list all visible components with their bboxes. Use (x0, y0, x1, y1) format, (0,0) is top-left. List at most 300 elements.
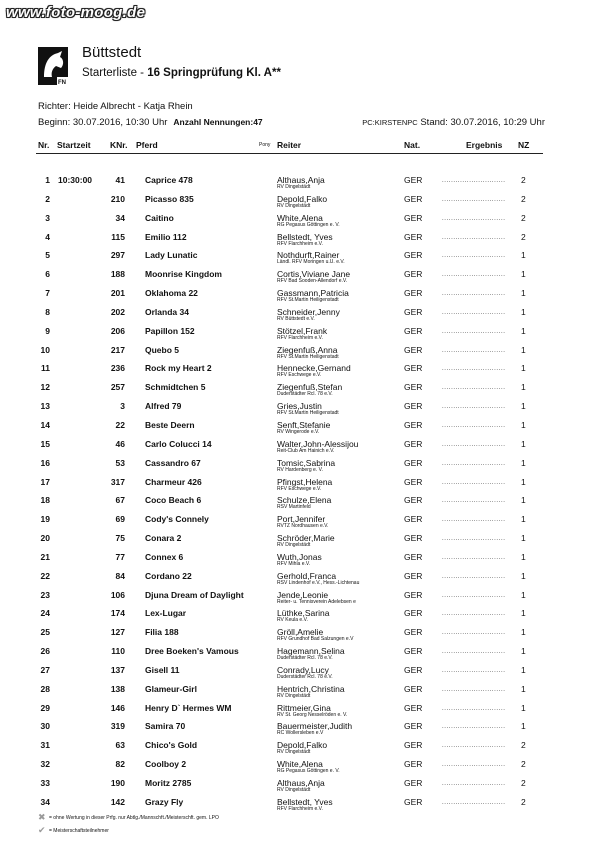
head-number: 3 (120, 401, 125, 412)
row-number: 28 (40, 683, 50, 694)
title-prefix: Starterliste - (82, 67, 148, 79)
rider-name: Hentrich,Christina (277, 683, 345, 694)
horse-name: Caprice 478 (145, 175, 193, 185)
row-number: 4 (45, 231, 50, 242)
nation: GER (404, 721, 423, 732)
result-placeholder: ............................ (442, 724, 506, 731)
club-name: RV Wingerode e.V. (277, 428, 320, 435)
row-number: 26 (40, 646, 50, 657)
result-placeholder: ............................ (442, 291, 506, 298)
club-name: RV Dingelstädt (277, 202, 311, 209)
cross-icon: ✖ (38, 812, 46, 822)
entries-count: Anzahl Nennungen:47 (173, 117, 263, 127)
nz-value: 1 (521, 608, 526, 619)
nation: GER (404, 495, 423, 506)
rider-name: Althaus,Anja (277, 175, 325, 185)
rider-name: Hagemann,Selina (277, 646, 345, 657)
nation: GER (404, 570, 423, 581)
head-number: 201 (110, 288, 125, 299)
table-row (0, 643, 597, 662)
club-name: RV Dingelstädt (277, 787, 311, 793)
table-row (0, 323, 597, 342)
nation: GER (404, 363, 423, 374)
row-number: 12 (40, 382, 50, 393)
result-placeholder: ............................ (442, 460, 506, 467)
head-number: 190 (110, 778, 125, 788)
table-row (0, 172, 597, 191)
row-number: 29 (40, 702, 50, 713)
horse-name: Caitino (145, 212, 174, 223)
rider-name: Tomsic,Sabrina (277, 457, 336, 468)
rider-name: Althaus,Anja (277, 778, 325, 788)
row-number: 27 (40, 664, 50, 675)
row-number: 30 (40, 721, 50, 732)
head-number: 317 (110, 476, 125, 487)
row-number: 13 (40, 401, 50, 412)
horse-name: Oklahoma 22 (145, 288, 198, 299)
horse-name: Coco Beach 6 (145, 495, 202, 506)
table-row (0, 775, 597, 794)
venue-name: Büttstedt (82, 44, 142, 61)
nation: GER (404, 740, 423, 751)
horse-name: Lex-Lugar (145, 608, 187, 619)
horse-name: Samira 70 (145, 721, 186, 732)
horse-name: Dree Boeken's Vamous (145, 646, 239, 657)
horse-name: Charmeur 426 (145, 476, 202, 487)
horse-name: Alfred 79 (145, 401, 182, 412)
rider-name: Gries,Justin (277, 401, 322, 412)
result-placeholder: ............................ (442, 366, 506, 373)
rider-name: Port,Jennifer (277, 514, 326, 525)
nz-value: 1 (521, 288, 526, 299)
row-number: 16 (40, 457, 50, 468)
club-name: RV Hardenberg e. V. (277, 466, 323, 473)
nation: GER (404, 589, 423, 600)
club-name: RG Pegasus Göttingen e. V. (277, 768, 340, 775)
result-placeholder: ............................ (442, 536, 506, 543)
table-row (0, 624, 597, 643)
rider-name: Hennecke,Gernand (277, 363, 351, 374)
col-header-pony: Pony (259, 142, 271, 148)
club-name: Duderstädter Rcl. 78 e.V. (277, 391, 333, 398)
club-name: RSV Martinfeld (277, 504, 311, 511)
horse-name: Quebo 5 (145, 344, 180, 355)
head-number: 188 (110, 269, 125, 280)
nz-value: 2 (521, 759, 526, 770)
club-name: RSV Lindenhof e.V., Hess.-Lichtenau (277, 579, 360, 586)
table-row (0, 342, 597, 361)
club-name: RFV St.Martin Heiligenstadt (277, 410, 339, 417)
club-name: RVTZ Nordhausen e.V. (277, 523, 329, 530)
nz-value: 1 (521, 419, 526, 430)
rider-name: Schneider,Jenny (277, 306, 340, 317)
club-name: RFV St.Martin Heiligenstadt (277, 353, 339, 360)
rider-name: Stötzel,Frank (277, 325, 328, 336)
result-placeholder: ............................ (442, 234, 506, 241)
row-number: 20 (40, 533, 50, 544)
stand-time: Stand: 30.07.2016, 10:29 Uhr (420, 117, 545, 128)
rider-name: Senft,Stefanie (277, 419, 331, 430)
rider-name: Gassmann,Patricia (277, 288, 349, 299)
col-header-nr: Nr. (38, 140, 50, 150)
horse-name: Cassandro 67 (145, 457, 201, 468)
head-number: 319 (110, 721, 125, 732)
nz-value: 2 (521, 175, 526, 185)
row-number: 17 (40, 476, 50, 487)
col-header-startzeit: Startzeit (57, 140, 91, 150)
nation: GER (404, 212, 423, 223)
rider-name: Depold,Falko (277, 193, 328, 204)
legend-item (38, 812, 219, 823)
table-row (0, 511, 597, 530)
start-time: 10:30:00 (58, 175, 93, 185)
table-row (0, 605, 597, 624)
nz-value: 1 (521, 344, 526, 355)
club-name: RFV St.Martin Heiligenstadt (277, 297, 339, 304)
nz-value: 2 (521, 740, 526, 751)
nation: GER (404, 175, 423, 185)
nation: GER (404, 325, 423, 336)
nation: GER (404, 250, 423, 261)
horse-name: Moritz 2785 (145, 778, 192, 788)
head-number: 257 (110, 382, 125, 393)
table-row (0, 455, 597, 474)
nation: GER (404, 759, 423, 770)
rider-name: White,Alena (277, 759, 323, 770)
table-row (0, 530, 597, 549)
horse-name: Henry D` Hermes WM (145, 702, 232, 713)
header-divider (36, 153, 543, 154)
rider-name: Gerhold,Franca (277, 570, 337, 581)
nz-value: 1 (521, 457, 526, 468)
result-placeholder: ............................ (442, 253, 506, 260)
result-placeholder: ............................ (442, 422, 506, 429)
nz-value: 1 (521, 325, 526, 336)
begin-line (38, 117, 263, 128)
horse-name: Filia 188 (145, 627, 179, 638)
horse-name: Coolboy 2 (145, 759, 187, 770)
nation: GER (404, 457, 423, 468)
nation: GER (404, 533, 423, 544)
club-name: RV Dingelstädt (277, 749, 311, 756)
nz-value: 1 (521, 269, 526, 280)
club-name: RV St. Georg Nesselröden e. V. (277, 711, 348, 718)
rider-name: White,Alena (277, 212, 323, 223)
head-number: 137 (110, 664, 125, 675)
table-row (0, 191, 597, 210)
table-row (0, 474, 597, 493)
table-row (0, 794, 597, 813)
club-name: RFV Eschwege e.V. (277, 372, 322, 379)
head-number: 146 (110, 702, 125, 713)
nz-value: 1 (521, 627, 526, 638)
nz-value: 1 (521, 702, 526, 713)
rider-name: Lüthke,Sarina (277, 608, 330, 619)
row-number: 1 (45, 175, 50, 185)
club-name: RV Dingelstädt (277, 542, 311, 549)
head-number: 174 (110, 608, 125, 619)
result-placeholder: ............................ (442, 385, 506, 392)
head-number: 82 (115, 759, 125, 770)
head-number: 297 (110, 250, 125, 261)
table-row (0, 266, 597, 285)
nz-value: 1 (521, 551, 526, 562)
table-row (0, 492, 597, 511)
club-name: Duderstädter Rcl. 78 e.V. (277, 673, 333, 680)
head-number: 142 (110, 796, 125, 807)
head-number: 77 (115, 551, 125, 562)
horse-name: Conara 2 (145, 533, 182, 544)
row-number: 7 (45, 288, 50, 299)
head-number: 63 (115, 740, 125, 751)
legend-text: = ohne Wertung in dieser Prfg. nur Abtlg./Mannschft./Meisterschft. gem. LPO (49, 814, 219, 821)
head-number: 75 (115, 533, 125, 544)
head-number: 106 (110, 589, 125, 600)
club-name: Ländl. RFV Moringen u.U. e.V. (277, 259, 345, 266)
head-number: 206 (110, 325, 125, 336)
table-row (0, 360, 597, 379)
head-number: 115 (111, 231, 125, 242)
result-placeholder: ............................ (442, 498, 506, 505)
table-row (0, 229, 597, 248)
nation: GER (404, 476, 423, 487)
club-name: Reiter- u. Tennisverein Adelebsen e (277, 598, 356, 605)
horse-name: Schmidtchen 5 (145, 382, 206, 393)
table-row (0, 662, 597, 681)
nation: GER (404, 796, 423, 807)
rider-name: Bellstedt, Yves (277, 796, 333, 807)
rider-name: Ziegenfuß,Stefan (277, 382, 343, 393)
nation: GER (404, 778, 423, 788)
nz-value: 2 (521, 778, 526, 788)
row-number: 3 (45, 212, 50, 223)
nz-value: 1 (521, 363, 526, 374)
head-number: 41 (115, 175, 125, 185)
result-placeholder: ............................ (442, 743, 506, 750)
row-number: 14 (40, 419, 50, 430)
rider-name: Schröder,Marie (277, 533, 335, 544)
nation: GER (404, 401, 423, 412)
head-number: 69 (115, 514, 125, 525)
head-number: 22 (115, 419, 125, 430)
row-number: 22 (40, 570, 50, 581)
head-number: 84 (115, 570, 125, 581)
table-row (0, 285, 597, 304)
horse-name: Rock my Heart 2 (145, 363, 212, 374)
table-row (0, 756, 597, 775)
table-row (0, 681, 597, 700)
head-number: 46 (115, 438, 125, 449)
nz-value: 1 (521, 664, 526, 675)
fn-logo-icon (38, 47, 68, 85)
result-placeholder: ............................ (442, 667, 506, 674)
club-name: Reit-Club Am Hainich e.V. (277, 447, 335, 454)
col-header-pferd: Pferd (136, 140, 158, 150)
result-placeholder: ............................ (442, 347, 506, 354)
col-header-nz: NZ (518, 140, 530, 150)
row-number: 21 (40, 551, 50, 562)
col-header-ergebnis: Ergebnis (466, 140, 503, 150)
result-placeholder: ............................ (442, 479, 506, 486)
table-row (0, 549, 597, 568)
rider-name: Ziegenfuß,Anna (277, 344, 338, 355)
page-title (82, 67, 281, 79)
pc-label: PC:KIRSTENPC (362, 118, 418, 127)
rider-name: Nothdurft,Rainer (277, 250, 340, 261)
rider-name: Cortis,Viviane Jane (277, 269, 351, 280)
result-placeholder: ............................ (442, 196, 506, 203)
club-name: Duderstädter Rcl. 78 e.V. (277, 655, 333, 662)
club-name: RFV Eschwege e.V. (277, 485, 322, 492)
result-placeholder: ............................ (442, 762, 506, 769)
nation: GER (404, 269, 423, 280)
row-number: 32 (40, 759, 50, 770)
rider-name: Bauermeister,Judith (277, 721, 353, 732)
table-row (0, 587, 597, 606)
horse-name: Glameur-Girl (145, 683, 197, 694)
club-name: RV Dingelstädt (277, 692, 311, 699)
rider-name: Wuth,Jonas (277, 551, 322, 562)
result-placeholder: ............................ (442, 309, 506, 316)
nz-value: 2 (521, 231, 526, 242)
head-number: 217 (110, 344, 125, 355)
row-number: 24 (40, 608, 50, 619)
result-placeholder: ............................ (442, 611, 506, 618)
nation: GER (404, 551, 423, 562)
begin-time: Beginn: 30.07.2016, 10:30 Uhr (38, 117, 168, 128)
watermark: www.foto-moog.de (6, 4, 146, 21)
nz-value: 1 (521, 476, 526, 487)
nation: GER (404, 231, 423, 242)
head-number: 110 (111, 646, 125, 657)
row-number: 9 (45, 325, 50, 336)
nz-value: 1 (521, 382, 526, 393)
club-name: RG Pegasus Göttingen e. V. (277, 221, 340, 228)
result-placeholder: ............................ (442, 705, 506, 712)
head-number: 127 (110, 627, 125, 638)
result-placeholder: ............................ (442, 517, 506, 524)
horse-name: Carlo Colucci 14 (145, 438, 212, 449)
nation: GER (404, 683, 423, 694)
horse-name: Connex 6 (145, 551, 184, 562)
nation: GER (404, 344, 423, 355)
nz-value: 2 (521, 212, 526, 223)
row-number: 33 (40, 778, 50, 788)
horse-name: Gisell 11 (145, 664, 180, 675)
horse-name: Picasso 835 (145, 193, 194, 204)
table-row (0, 417, 597, 436)
row-number: 31 (40, 740, 50, 751)
row-number: 6 (45, 269, 50, 280)
rider-name: Pfingst,Helena (277, 476, 333, 487)
nation: GER (404, 608, 423, 619)
col-header-knr: KNr. (110, 140, 128, 150)
result-placeholder: ............................ (442, 686, 506, 693)
row-number: 11 (41, 363, 50, 374)
result-placeholder: ............................ (442, 404, 506, 411)
col-header-reiter: Reiter (277, 140, 302, 150)
horse-name: Djuna Dream of Daylight (145, 589, 244, 600)
result-placeholder: ............................ (442, 328, 506, 335)
nation: GER (404, 288, 423, 299)
club-name: RFV Bad Sooden-Allendorf e.V. (277, 278, 348, 285)
head-number: 53 (115, 457, 125, 468)
nation: GER (404, 664, 423, 675)
table-row (0, 379, 597, 398)
row-number: 2 (45, 193, 50, 204)
horse-name: Orlanda 34 (145, 306, 189, 317)
nation: GER (404, 514, 423, 525)
nation: GER (404, 419, 423, 430)
nz-value: 1 (521, 533, 526, 544)
nz-value: 1 (521, 438, 526, 449)
table-row (0, 700, 597, 719)
row-number: 23 (40, 589, 50, 600)
head-number: 210 (110, 193, 125, 204)
horse-name: Lady Lunatic (145, 250, 198, 261)
table-row (0, 718, 597, 737)
club-name: RV Büttstedt e.V. (277, 315, 315, 322)
nz-value: 1 (521, 570, 526, 581)
result-placeholder: ............................ (442, 272, 506, 279)
legend-item (38, 825, 109, 836)
logo-label: FN (58, 80, 66, 85)
result-placeholder: ............................ (442, 178, 506, 184)
nz-value: 2 (521, 796, 526, 807)
row-number: 19 (40, 514, 50, 525)
nz-value: 1 (521, 495, 526, 506)
rider-name: Bellstedt, Yves (277, 231, 333, 242)
row-number: 5 (45, 250, 50, 261)
rider-name: Walter,John-Alessijou (277, 438, 359, 449)
horse-name: Beste Deern (145, 419, 195, 430)
nation: GER (404, 646, 423, 657)
nz-value: 1 (521, 250, 526, 261)
nation: GER (404, 627, 423, 638)
nz-value: 1 (521, 683, 526, 694)
horse-name: Cody's Connely (145, 514, 209, 525)
result-placeholder: ............................ (442, 649, 506, 656)
rider-name: Schulze,Elena (277, 495, 332, 506)
row-number: 34 (40, 796, 50, 807)
club-name: RFV Mihla e.V. (277, 560, 311, 567)
rider-name: Gröll,Amelie (277, 627, 324, 638)
row-number: 25 (40, 627, 50, 638)
club-name: RFV Flarchheim e.V. (277, 240, 323, 247)
rider-name: Depold,Falko (277, 740, 328, 751)
nation: GER (404, 702, 423, 713)
nation: GER (404, 438, 423, 449)
col-header-nat: Nat. (404, 140, 421, 150)
check-icon: ✔ (38, 825, 46, 835)
judges-line: Richter: Heide Albrecht - Katja Rhein (38, 101, 193, 112)
result-placeholder: ............................ (442, 215, 506, 222)
result-placeholder: ............................ (442, 441, 506, 448)
table-row (0, 210, 597, 229)
legend-text: = Meisterschaftsteilnehmer (49, 827, 109, 834)
row-number: 18 (40, 495, 50, 506)
result-placeholder: ............................ (442, 781, 506, 787)
head-number: 67 (115, 495, 125, 506)
row-number: 15 (40, 438, 50, 449)
head-number: 236 (110, 363, 125, 374)
rider-name: Conrady,Lucy (277, 664, 329, 675)
club-name: RC Wollersleben e.V (277, 730, 324, 737)
result-placeholder: ............................ (442, 592, 506, 599)
club-name: RFV Flarchheim e.V. (277, 334, 323, 341)
nation: GER (404, 306, 423, 317)
rider-name: Rittmeier,Gina (277, 702, 331, 713)
